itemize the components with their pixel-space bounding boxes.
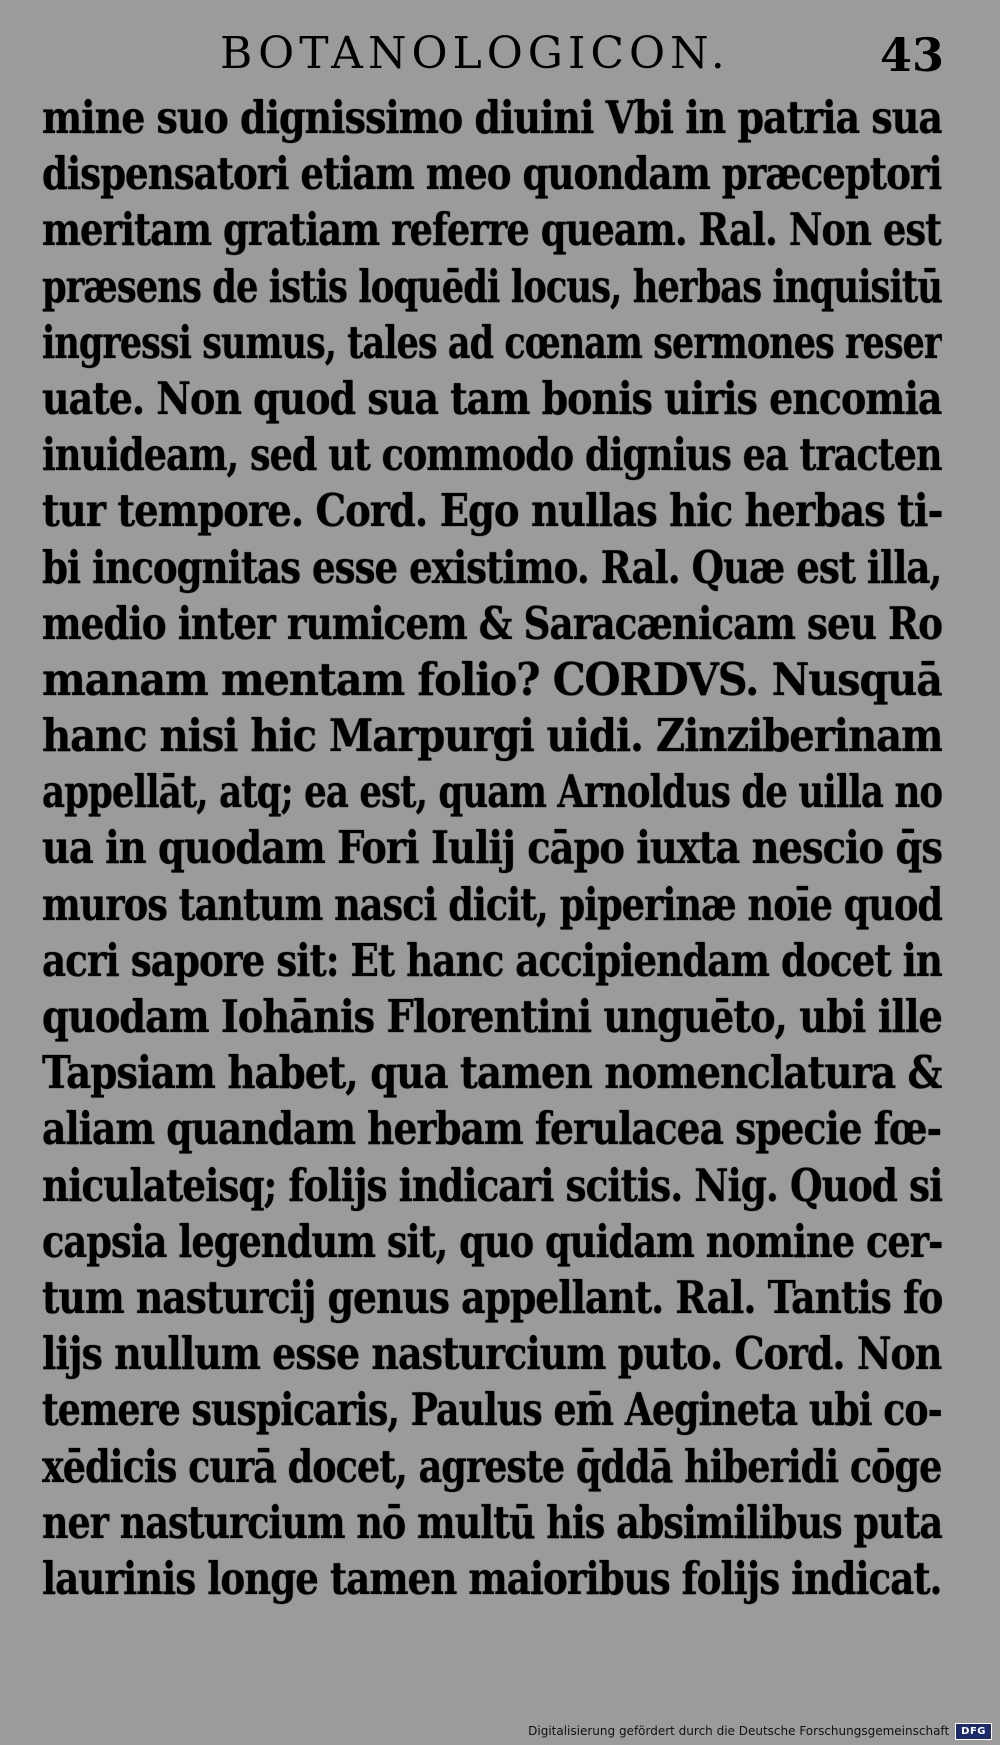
text-line: niculateisq; folijs indicari scitis. Nig. Quod si xyxy=(42,1158,943,1212)
text-line: temere suspicaris, Paulus em̄ Aegineta ubi co- xyxy=(42,1383,942,1437)
text-line: laurinis longe tamen maioribus folijs indicat. xyxy=(42,1551,942,1605)
text-line: manam mentam folio? CORDVS. Nusquā xyxy=(42,652,942,706)
text-line: appellāt, atq; ea est, quam Arnoldus de uilla no xyxy=(42,765,942,819)
text-line: inuideam, sed ut commodo dignius ea tracten xyxy=(42,428,942,482)
funding-credit: Digitalisierung gefördert durch die Deutsche Forschungsgemeinschaft xyxy=(528,1724,950,1738)
text-line: uate. Non quod sua tam bonis uiris encomia xyxy=(42,371,942,425)
running-head: BOTANOLOGICON. xyxy=(220,28,730,79)
body-text xyxy=(42,90,952,1607)
text-line: hanc nisi hic Marpurgi uidi. Zinziberinam xyxy=(42,709,943,763)
text-line: xēdicis curā docet, agreste q̄ddā hiberidi cōge xyxy=(42,1439,942,1493)
text-line: ingressi sumus, tales ad cœnam sermones reser xyxy=(42,315,942,369)
text-line: Tapsiam habet, qua tamen nomenclatura & xyxy=(42,1046,942,1100)
text-line: meritam gratiam referre queam. Ral. Non est xyxy=(42,203,942,257)
text-line: bi incognitas esse existimo. Ral. Quæ est illa, xyxy=(42,540,942,594)
text-line: ner nasturcium nō multū his absimilibus puta xyxy=(42,1495,943,1549)
page-number: 43 xyxy=(880,28,945,82)
dfg-logo: DFG xyxy=(955,1723,992,1740)
page-header xyxy=(0,28,1000,88)
text-line: capsia legendum sit, quo quidam nomine cer- xyxy=(42,1214,943,1268)
text-line: medio inter rumicem & Saracænicam seu Ro xyxy=(42,596,942,650)
text-line: lijs nullum esse nasturcium puto. Cord. Non xyxy=(42,1327,942,1381)
digitization-footer xyxy=(528,1720,992,1742)
text-line: acri sapore sit: Et hanc accipiendam docet in xyxy=(42,933,942,987)
text-line: muros tantum nasci dicit, piperinæ noīe quod xyxy=(42,877,943,931)
text-line: aliam quandam herbam ferulacea specie fœ- xyxy=(42,1102,942,1156)
text-line: tur tempore. Cord. Ego nullas hic herbas ti- xyxy=(42,484,943,538)
text-line: ua in quodam Fori Iulij cāpo iuxta nescio q̄s xyxy=(42,821,942,875)
text-line: tum nasturcij genus appellant. Ral. Tantis fo xyxy=(42,1270,943,1324)
text-line: mine suo dignissimo diuini Vbi in patria sua xyxy=(42,91,942,144)
text-line: præsens de istis loquēdi locus, herbas inquisitū xyxy=(42,259,942,313)
text-line: quodam Iohānis Florentini unguēto, ubi ille xyxy=(42,990,942,1043)
text-line: dispensatori etiam meo quondam præceptori xyxy=(42,147,942,201)
